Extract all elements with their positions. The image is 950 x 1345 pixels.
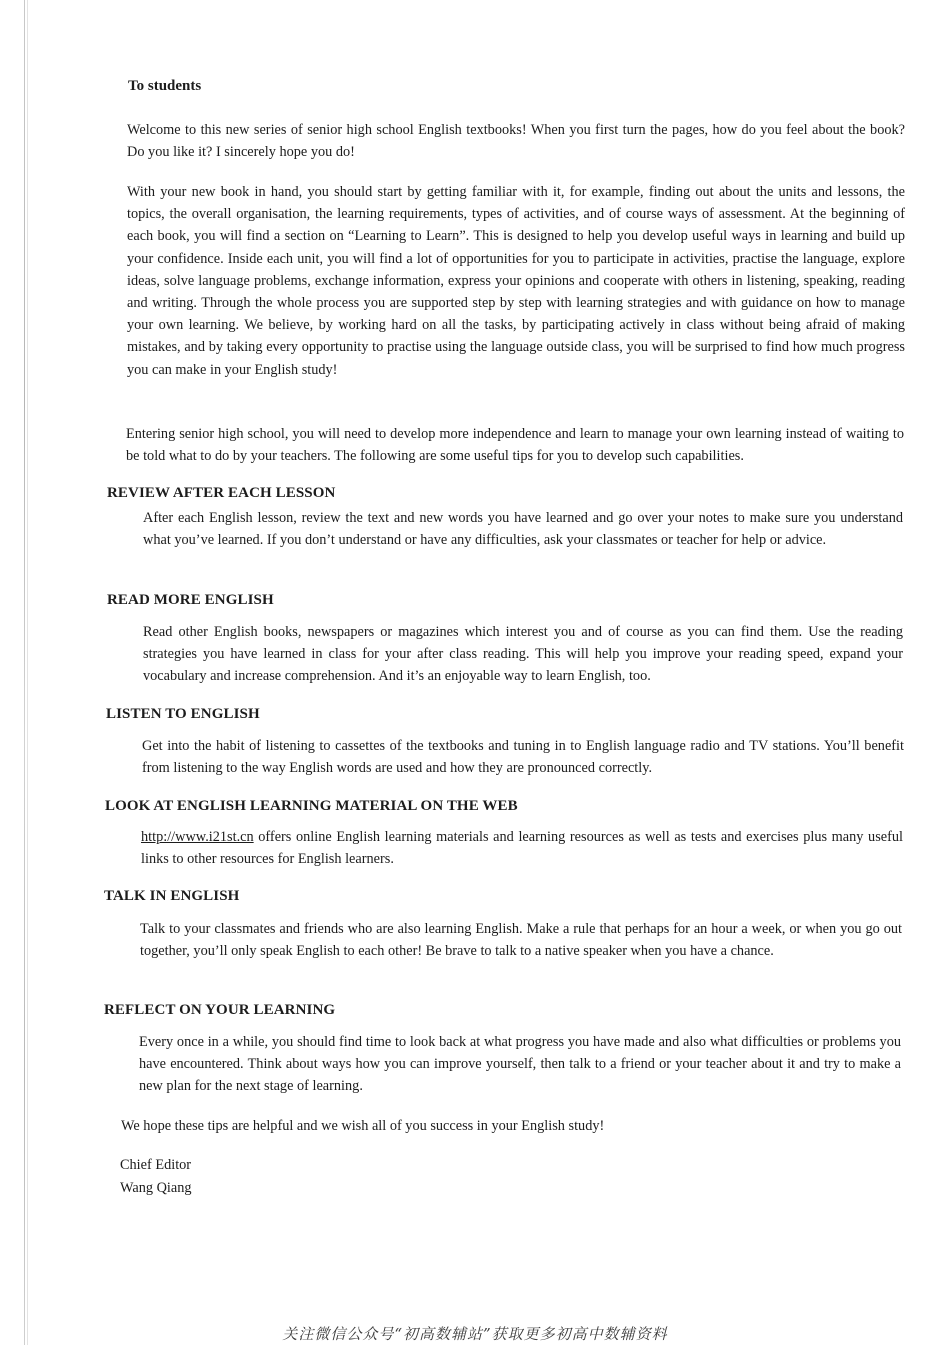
tip-title-reflect: REFLECT ON YOUR LEARNING	[104, 1002, 336, 1018]
tip-title-talk: TALK IN ENGLISH	[104, 888, 240, 904]
intro-paragraph-getting-started: With your new book in hand, you should start by getting familiar with it, for example, finding out about the units and lessons, the topics, the overall organisation, the learning requirements, types of activities, and of course ways of assessment. At the beginning of each book, you will find a section on “Learning to Learn”. This is designed to help you develop useful ways in learning and build up your confidence. Inside each unit, you will find a lot of opportunities for you to participate in activities, practise the language, explore ideas, solve language problems, exchange information, express your opinions and cooperate with others in listening, speaking, reading and writing. Through the whole process you are supported step by step with learning strategies and with guidance on how to manage your own learning. We believe, by working hard on all the tasks, by participating actively in class without being afraid of making mistakes, and by taking every opportunity to practise using the language outside class, you will be surprised to find how much progress you can make in your English study!	[127, 184, 905, 378]
closing-remark: We hope these tips are helpful and we wish all of you success in your English study!	[121, 1118, 605, 1134]
tip-title-review: REVIEW AFTER EACH LESSON	[107, 485, 336, 501]
signature-block	[120, 1154, 192, 1200]
tip-body-read: Read other English books, newspapers or magazines which interest you and of course as you can find them. Use the reading strategies you have learned in class for your after class reading. This will help you improve your reading speed, expand your vocabulary and increase comprehension. And it’s an enjoyable way to learn English, too.	[143, 624, 903, 685]
tip-title-listen: LISTEN TO ENGLISH	[106, 706, 260, 722]
web-resource-link[interactable]: http://www.i21st.cn	[141, 829, 254, 845]
tip-body-review: After each English lesson, review the text and new words you have learned and go over your notes to make sure you understand what you’ve learned. If you don’t understand or have any difficulties, ask your classmates or teacher for help or advice.	[143, 510, 903, 549]
signature-role: Chief Editor	[120, 1157, 192, 1173]
page-heading: To students	[128, 78, 202, 94]
tip-body-web-text: offers online English learning materials and learning resources as well as tests and exercises plus many useful links to other resources for English learners.	[141, 829, 903, 868]
footer-watermark-text: 关注微信公众号“初高数辅站”获取更多初高中数辅资料	[282, 1325, 668, 1343]
tip-body-reflect: Every once in a while, you should find time to look back at what progress you have made and also what difficulties or problems you have encountered. Think about ways how you can improve yourself, then talk to a friend or your teacher about it and try to make a new plan for the next stage of learning.	[139, 1034, 901, 1095]
tip-title-read: READ MORE ENGLISH	[107, 592, 274, 608]
tip-body-listen: Get into the habit of listening to cassettes of the textbooks and tuning in to English language radio and TV stations. You’ll benefit from listening to the way English words are used and how they are pronounced correctly.	[142, 738, 904, 777]
tip-body-talk: Talk to your classmates and friends who are also learning English. Make a rule that perhaps for an hour a week, or when you go out together, you’ll only speak English to each other! Be brave to talk to a native speaker when you have a chance.	[140, 921, 902, 960]
tip-title-web: LOOK AT ENGLISH LEARNING MATERIAL ON THE WEB	[105, 798, 518, 814]
signature-name: Wang Qiang	[120, 1180, 192, 1196]
intro-paragraph-independence: Entering senior high school, you will need to develop more independence and learn to manage your own learning instead of waiting to be told what to do by your teachers. The following are some useful tips for you to develop such capabilities.	[126, 426, 904, 465]
intro-paragraph-welcome: Welcome to this new series of senior high school English textbooks! When you first turn the pages, how do you feel about the book? Do you like it? I sincerely hope you do!	[127, 122, 905, 161]
tip-body-web	[141, 826, 903, 870]
